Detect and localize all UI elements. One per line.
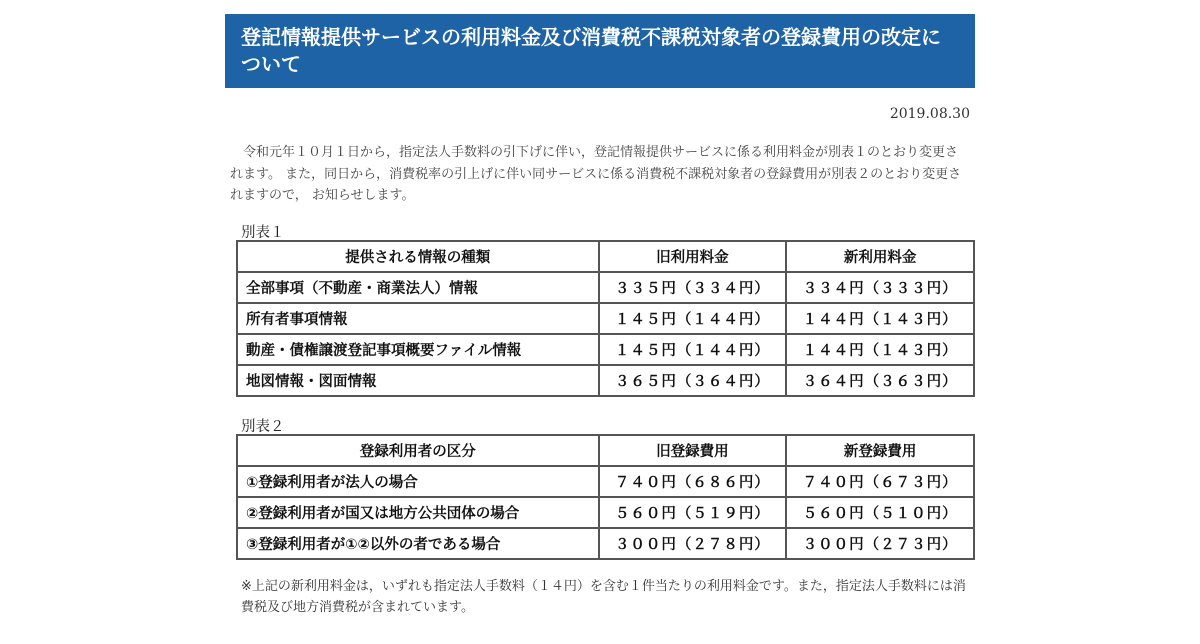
header-old-registration-fee: 旧登録費用: [599, 435, 787, 466]
table1-label: 別表１: [241, 224, 285, 241]
user-category-cell: ③登録利用者が①②以外の者である場合: [237, 528, 599, 559]
new-fee-cell: ３３４円（３３３円）: [786, 272, 974, 303]
table-row: [237, 497, 974, 528]
intro-paragraph: 令和元年１０月１日から，指定法人手数料の引下げに伴い，登記情報提供サービスに係る利用料金が別表１のとおり変更されます。 また，同日から，消費税率の引上げに伴い同サービスに係る消費税不課税対象者の登録費用が別表２のとおり変更されますので， お知らせします。: [230, 145, 962, 203]
info-type-cell: 所有者事項情報: [237, 303, 599, 334]
table-header-row: [237, 435, 974, 466]
old-fee-cell: １４５円（１４４円）: [599, 334, 787, 365]
table-row: [237, 303, 974, 334]
header-old-fee: 旧利用料金: [599, 241, 787, 272]
new-registration-fee-cell: ７４０円（６７３円）: [786, 466, 974, 497]
usage-fee-table: [236, 240, 975, 397]
table-row: [237, 272, 974, 303]
new-fee-cell: １４４円（１４３円）: [786, 303, 974, 334]
user-category-cell: ②登録利用者が国又は地方公共団体の場合: [237, 497, 599, 528]
registration-fee-table: [236, 434, 975, 560]
table-row: [237, 334, 974, 365]
old-registration-fee-cell: ３００円（２７８円）: [599, 528, 787, 559]
old-registration-fee-cell: ７４０円（６８６円）: [599, 466, 787, 497]
new-fee-cell: ３６４円（３６３円）: [786, 365, 974, 396]
old-fee-cell: ３６５円（３６４円）: [599, 365, 787, 396]
header-info-type: 提供される情報の種類: [237, 241, 599, 272]
old-registration-fee-cell: ５６０円（５１９円）: [599, 497, 787, 528]
table-row: [237, 528, 974, 559]
user-category-cell: ①登録利用者が法人の場合: [237, 466, 599, 497]
header-new-fee: 新利用料金: [786, 241, 974, 272]
table-row: [237, 365, 974, 396]
old-fee-cell: ３３５円（３３４円）: [599, 272, 787, 303]
footnote: ※上記の新利用料金は，いずれも指定法人手数料（１４円）を含む１件当たりの利用料金です。また，指定法人手数料には消費税及び地方消費税が含まれています。: [241, 578, 966, 615]
page-title: 登記情報提供サービスの利用料金及び消費税不課税対象者の登録費用の改定について: [225, 14, 975, 88]
info-type-cell: 地図情報・図面情報: [237, 365, 599, 396]
old-fee-cell: １４５円（１４４円）: [599, 303, 787, 334]
notice-page: [225, 14, 975, 618]
new-registration-fee-cell: ３００円（２７３円）: [786, 528, 974, 559]
info-type-cell: 全部事項（不動産・商業法人）情報: [237, 272, 599, 303]
table-row: [237, 466, 974, 497]
publish-date: 2019.08.30: [889, 106, 970, 122]
new-registration-fee-cell: ５６０円（５１０円）: [786, 497, 974, 528]
header-user-category: 登録利用者の区分: [237, 435, 599, 466]
new-fee-cell: １４４円（１４３円）: [786, 334, 974, 365]
table2-label: 別表２: [241, 418, 285, 435]
info-type-cell: 動産・債権譲渡登記事項概要ファイル情報: [237, 334, 599, 365]
table-header-row: [237, 241, 974, 272]
header-new-registration-fee: 新登録費用: [786, 435, 974, 466]
